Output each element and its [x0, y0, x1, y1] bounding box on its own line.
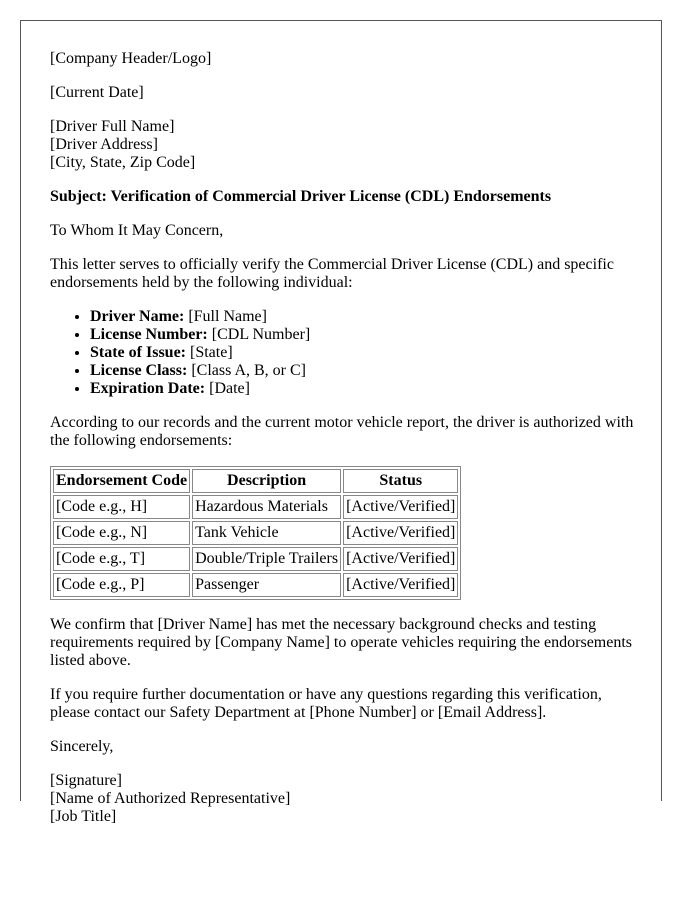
letter-content	[50, 50, 640, 842]
driver-details-list	[50, 308, 640, 398]
company-header: [Company Header/Logo]	[50, 50, 212, 67]
table-row	[53, 521, 458, 545]
detail-value: [Date]	[205, 380, 250, 397]
endorsement-status: [Active/Verified]	[343, 573, 458, 597]
endorsement-code: [Code e.g., T]	[53, 547, 190, 571]
signature-line: [Signature]	[50, 772, 122, 789]
subject-line: Subject: Verification of Commercial Driver License (CDL) Endorsements	[50, 188, 552, 205]
letter-page	[20, 20, 662, 825]
recipient-name: [Driver Full Name]	[50, 118, 175, 135]
records-paragraph: According to our records and the current motor vehicle report, the driver is authorized with the following endorsements:	[50, 414, 634, 449]
recipient-address: [Driver Address]	[50, 136, 158, 153]
detail-driver-name	[90, 308, 640, 326]
contact-paragraph: If you require further documentation or have any questions regarding this verification, please contact our Safety Department at [Phone Number] or [Email Address].	[50, 686, 602, 721]
detail-label: Driver Name:	[90, 308, 185, 325]
detail-state-of-issue	[90, 344, 640, 362]
endorsement-description: Double/Triple Trailers	[192, 547, 341, 571]
endorsement-status: [Active/Verified]	[343, 495, 458, 519]
recipient-block	[50, 118, 640, 172]
closing: Sincerely,	[50, 738, 114, 755]
detail-value: [CDL Number]	[207, 326, 311, 343]
endorsement-description: Tank Vehicle	[192, 521, 341, 545]
table-row	[53, 547, 458, 571]
table-row	[53, 495, 458, 519]
column-header-status: Status	[343, 469, 458, 493]
column-header-description: Description	[192, 469, 341, 493]
column-header-code: Endorsement Code	[53, 469, 190, 493]
letter-date: [Current Date]	[50, 84, 144, 101]
representative-title: [Job Title]	[50, 808, 117, 825]
representative-name: [Name of Authorized Representative]	[50, 790, 291, 807]
detail-license-class	[90, 362, 640, 380]
endorsement-code: [Code e.g., P]	[53, 573, 190, 597]
detail-label: License Number:	[90, 326, 208, 343]
endorsement-status: [Active/Verified]	[343, 521, 458, 545]
detail-license-number	[90, 326, 640, 344]
detail-expiration-date	[90, 380, 640, 398]
detail-value: [State]	[186, 344, 233, 361]
endorsements-table	[50, 466, 461, 600]
table-header-row	[53, 469, 458, 493]
endorsement-code: [Code e.g., H]	[53, 495, 190, 519]
endorsement-code: [Code e.g., N]	[53, 521, 190, 545]
endorsement-description: Passenger	[192, 573, 341, 597]
recipient-city-state-zip: [City, State, Zip Code]	[50, 154, 196, 171]
detail-value: [Class A, B, or C]	[187, 362, 306, 379]
detail-label: Expiration Date:	[90, 380, 206, 397]
endorsement-description: Hazardous Materials	[192, 495, 341, 519]
signature-block	[50, 772, 640, 826]
confirmation-paragraph: We confirm that [Driver Name] has met the necessary background checks and testing requirements required by [Company Name] to operate vehicles requiring the endorsements listed above.	[50, 616, 633, 669]
detail-label: State of Issue:	[90, 344, 186, 361]
detail-label: License Class:	[90, 362, 188, 379]
detail-value: [Full Name]	[184, 308, 267, 325]
endorsement-status: [Active/Verified]	[343, 547, 458, 571]
salutation: To Whom It May Concern,	[50, 222, 224, 239]
table-row	[53, 573, 458, 597]
intro-paragraph: This letter serves to officially verify the Commercial Driver License (CDL) and specific endorsements held by the following individual:	[50, 256, 614, 291]
